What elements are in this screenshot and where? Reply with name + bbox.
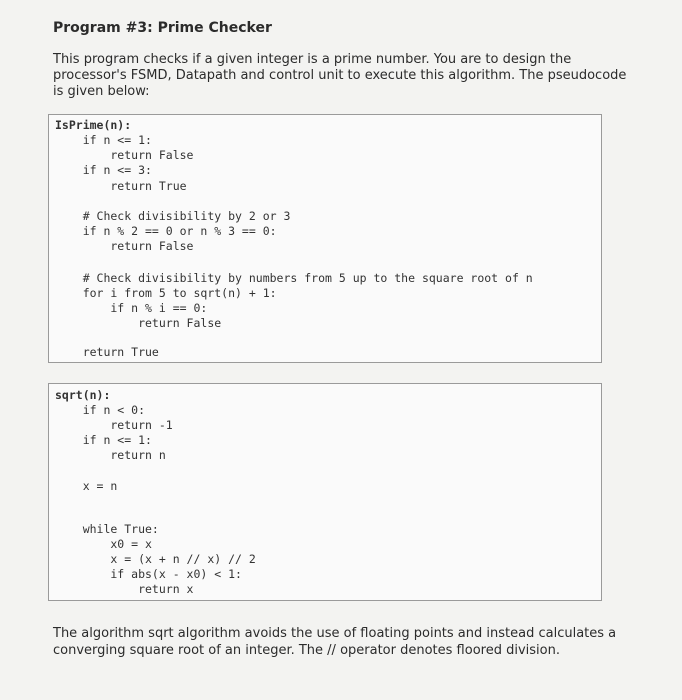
sqrt-code xyxy=(49,384,601,596)
code-line: IsPrime(n): xyxy=(55,118,132,132)
code-line: if n <= 3: xyxy=(55,163,152,177)
code-line: if n % i == 0: xyxy=(55,301,208,315)
code-line: if n % 2 == 0 or n % 3 == 0: xyxy=(55,224,277,238)
code-line: # Check divisibility by numbers from 5 up to the square root of n xyxy=(55,271,533,285)
code-line: return False xyxy=(55,239,194,253)
code-line: # Check divisibility by 2 or 3 xyxy=(55,209,291,223)
isprime-code xyxy=(49,115,601,359)
code-line: return n xyxy=(55,448,166,462)
code-line: if n <= 1: xyxy=(55,133,152,147)
page-title: Program #3: Prime Checker xyxy=(53,20,272,36)
code-line: x = n xyxy=(55,479,118,493)
code-line: x = (x + n // x) // 2 xyxy=(55,552,256,566)
code-line: return -1 xyxy=(55,418,173,432)
code-line: while True: xyxy=(55,522,159,536)
code-line: return False xyxy=(55,316,222,330)
code-line: sqrt(n): xyxy=(55,388,111,402)
outro-paragraph: The algorithm sqrt algorithm avoids the use of floating points and instead calculates a converging square root of an integer. The // operator denotes floored division. xyxy=(53,626,617,658)
code-line: x0 = x xyxy=(55,537,152,551)
intro-paragraph: This program checks if a given integer is a prime number. You are to design the processor's FSMD, Datapath and control unit to execute this algorithm. The pseudocode is given below: xyxy=(53,52,627,99)
code-line: if n <= 1: xyxy=(55,433,152,447)
code-line: for i from 5 to sqrt(n) + 1: xyxy=(55,286,277,300)
sqrt-code-box xyxy=(48,383,602,601)
code-line: return False xyxy=(55,148,194,162)
code-line: return True xyxy=(55,345,159,359)
code-line: if n < 0: xyxy=(55,403,146,417)
code-line: return True xyxy=(55,179,187,193)
code-line: return x xyxy=(55,582,194,596)
isprime-code-box xyxy=(48,114,602,363)
code-line: if abs(x - x0) < 1: xyxy=(55,567,242,581)
